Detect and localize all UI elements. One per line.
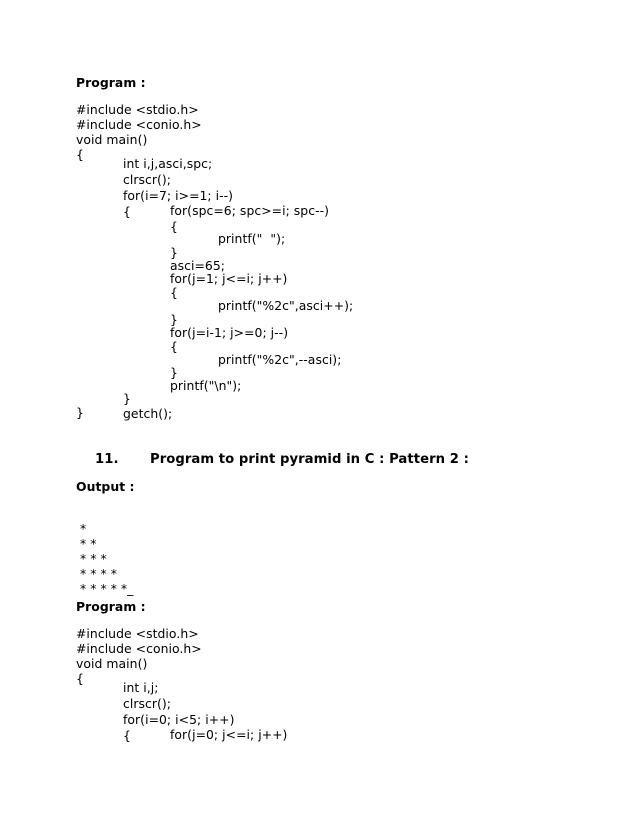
code-line: clrscr(); <box>123 172 172 187</box>
code-line: for(i=7; i>=1; i--) <box>123 188 234 203</box>
section-title: Program to print pyramid in C : Pattern 2 : <box>150 452 469 467</box>
code-line: void main() <box>76 132 148 147</box>
code-line: { <box>123 728 131 743</box>
code-line: { <box>170 219 178 234</box>
code-line: asci=65; <box>170 258 226 273</box>
code-line: printf("%2c",asci++); <box>218 298 354 313</box>
code-line: getch(); <box>123 406 173 421</box>
code-line: } <box>123 391 131 406</box>
section-number: 11. <box>95 452 119 467</box>
code-line: #include <conio.h> <box>76 641 202 656</box>
code-line: { <box>170 285 178 300</box>
code-line: int i,j; <box>123 680 159 695</box>
code-line: { <box>123 204 131 219</box>
code-line: } <box>170 365 178 380</box>
code-line: void main() <box>76 656 148 671</box>
code-line: { <box>170 339 178 354</box>
output-line: * * <box>80 536 97 551</box>
code-line: for(j=0; j<=i; j++) <box>170 727 288 742</box>
code-line: #include <conio.h> <box>76 117 202 132</box>
code-line: { <box>76 147 84 162</box>
program-label: Program : <box>76 75 146 90</box>
output-line: * * * * <box>80 566 117 581</box>
code-line: printf(" "); <box>218 231 286 246</box>
output-label: Output : <box>76 479 135 494</box>
code-line: #include <stdio.h> <box>76 626 199 641</box>
output-line: * * * * *_ <box>80 581 134 596</box>
code-line: { <box>76 671 84 686</box>
code-line: printf("%2c",--asci); <box>218 352 342 367</box>
output-line: * * * <box>80 551 107 566</box>
code-line: printf("\n"); <box>170 378 242 393</box>
program-label: Program : <box>76 599 146 614</box>
code-line: clrscr(); <box>123 696 172 711</box>
code-line: for(j=1; j<=i; j++) <box>170 271 288 286</box>
code-line: } <box>76 405 84 420</box>
code-line: int i,j,asci,spc; <box>123 156 213 171</box>
code-line: } <box>170 245 178 260</box>
output-line: * <box>80 521 87 536</box>
code-line: for(i=0; i<5; i++) <box>123 712 235 727</box>
code-line: for(spc=6; spc>=i; spc--) <box>170 203 329 218</box>
code-line: #include <stdio.h> <box>76 102 199 117</box>
code-line: for(j=i-1; j>=0; j--) <box>170 325 289 340</box>
code-line: } <box>170 312 178 327</box>
